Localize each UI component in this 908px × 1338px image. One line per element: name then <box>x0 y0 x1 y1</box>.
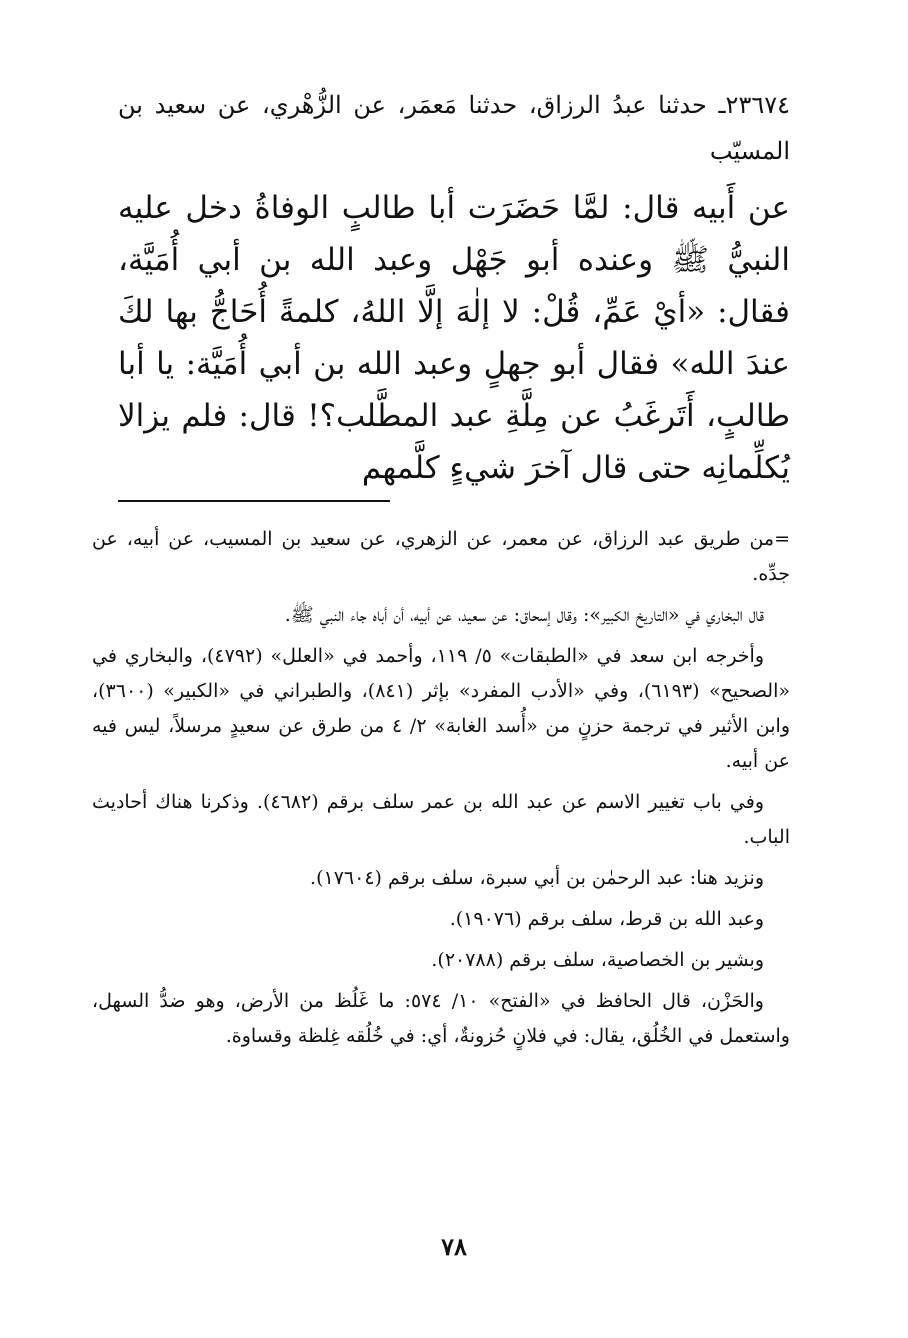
footnote-paragraph: ونزيد هنا: عبد الرحمٰن بن أبي سبرة، سلف برقم (١٧٦٠٤). <box>310 867 764 889</box>
page-number: ٧٨ <box>441 1232 467 1261</box>
footnote-separator <box>118 500 390 502</box>
footnote-paragraph: وفي باب تغيير الاسم عن عبد الله بن عمر سلف برقم (٤٦٨٢). وذكرنا هناك أحاديث الباب. <box>92 791 790 848</box>
footnote-paragraph: وبشير بن الخصاصية، سلف برقم (٢٠٧٨٨). <box>431 949 764 971</box>
footnote-paragraph: قال البخاري في «التاريخ الكبير»: وقال إسحاق: عن سعيد، عن أبيه، أن أباه جاء النبي ﷺ. <box>284 604 764 626</box>
footnote-paragraph: وأخرجه ابن سعد في «الطبقات» ٥/ ١١٩، وأحمد في «العلل» (٤٧٩٢)، والبخاري في «الصحيح» (٦١٩٣)، وفي «الأدب المفرد» بإثر (٨٤١)، والطبراني في «الكبير» (٣٦٠٠)، وابن الأثير في ترجمة حزنٍ من «أُسد الغابة» ٢/ ٤ من طرق عن سعيدٍ مرسلاً، ليس فيه عن أبيه. <box>92 645 791 772</box>
hadith-isnad: ٢٣٦٧٤ـ حدثنا عبدُ الرزاق، حدثنا مَعمَر، عن الزُّهْري، عن سعيد بن المسيّب <box>118 91 790 165</box>
hadith-matn-text: عن أَبيه قال: لمَّا حَضَرَت أبا طالبٍ الوفاةُ دخل عليه النبيُّ ﷺ وعنده أبو جَهْل وعبد الله بن أبي أُمَيَّة، فقال: «أيْ عَمِّ، قُلْ: لا إلٰهَ إلَّا اللهُ، كلمةً أُحَاجُّ بها لكَ عندَ الله» فقال أبو جهلٍ وعبد الله بن أبي أُمَيَّة: يا أبا طالبٍ، أَتَرغَبُ عن مِلَّةِ عبد المطَّلب؟! قال: فلم يزالا يُكلِّمانِه حتى قال آخرَ شيءٍ كلَّمهم <box>118 190 790 486</box>
footnote-paragraph: والحَزْن، قال الحافظ في «الفتح» ١٠/ ٥٧٤: ما غَلُظ من الأرض، وهو ضدُّ السهل، واستعمل في الخُلُق، يقال: في فلانٍ حُزونةٌ، أي: في خُلُقه غِلظة وقساوة. <box>92 990 790 1047</box>
footnote-paragraph: =من طريق عبد الرزاق، عن معمر، عن الزهري، عن سعيد بن المسيب، عن أبيه، عن جدِّه. <box>92 528 790 585</box>
hadith-matn <box>118 182 790 494</box>
footnotes <box>92 522 790 1060</box>
footnote-paragraph: وعبد الله بن قرط، سلف برقم (١٩٠٧٦). <box>449 908 764 930</box>
